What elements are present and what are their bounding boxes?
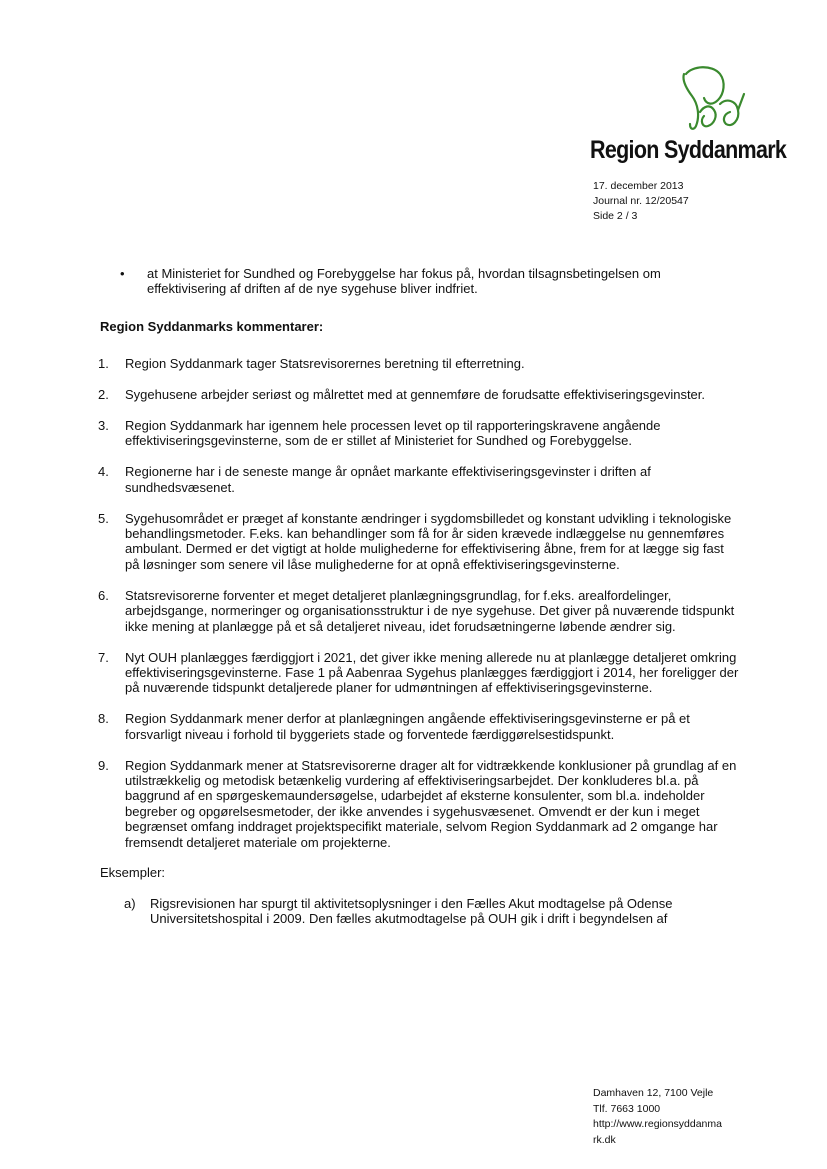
item-text: Statsrevisorerne forventer et meget detaljeret planlægningsgrundlag, for f.eks. arealfordelinger, arbejdsgange, normeringer og organisationsstruktur i de nye sygehuse. Det giver på nuværende tidspunkt ikke mening at planlægge på et så detaljeret niveau, idet forudsætningerne løbende ændrer sig. (125, 587, 735, 634)
item-number: 1. (98, 356, 109, 372)
item-text: Region Syddanmark mener derfor at planlægningen angående effektiviseringsgevinsterne er på et forsvarligt niveau i forhold til byggeriets stade og forventede færdiggørelsestidspunkt. (125, 711, 690, 742)
list-item (100, 511, 740, 573)
page-number: Side 2 / 3 (593, 210, 638, 222)
logo-wordmark: Region Syddanmark (590, 136, 787, 164)
bullet-text: at Ministeriet for Sundhed og Forebyggelse har fokus på, hvordan tilsagnsbetingelsen om effektivisering af driften af de nye sygehuse bliver indfriet. (147, 266, 661, 297)
item-number: 6. (98, 587, 109, 603)
sub-item (100, 896, 740, 927)
item-text: Sygehusene arbejder seriøst og målrettet med at gennemføre de forudsatte effektiviseringsgevinster. (125, 387, 706, 403)
sub-item-letter: a) (124, 895, 136, 911)
list-item (100, 387, 740, 402)
bullet-icon: • (120, 266, 125, 281)
item-number: 9. (98, 757, 109, 773)
item-number: 2. (98, 387, 109, 403)
sub-item-text: Rigsrevisionen har spurgt til aktivitetsoplysninger i den Fælles Akut modtagelse på Odense Universitetshospital i 2009. Den fælles akutmodtagelse på OUH gik i drift i begyndelsen af (150, 895, 673, 927)
item-number: 7. (98, 649, 109, 665)
region-syddanmark-logo (588, 64, 788, 174)
footer-address: Damhaven 12, 7100 Vejle (593, 1087, 714, 1099)
document-meta (593, 179, 689, 224)
bullet-item (100, 266, 740, 297)
item-text: Region Syddanmark mener at Statsrevisorerne drager alt for vidtrækkende konklusioner på grundlag af en utilstrækkelig og metodisk betænkelig vurdering af effektiviseringsarbejdet. Der konkluderes bl.a. på baggrund af en spørgeskemaundersøgelse, udarbejdet af eksterne konsulenter, som bl.a. indeholder begreber og opgørelsesmetoder, der ikke anvendes i sygehusvæsenet. Omvendt er der kun i meget begrænset omfang inddraget projektspecifikt materiale, selvom Region Syddanmark ad 2 omgange har fremsendt detaljeret materiale om projekterne. (125, 757, 737, 850)
list-item (100, 464, 740, 495)
footer-url-line1: http://www.regionsyddanma (593, 1118, 722, 1130)
numbered-list (100, 356, 740, 850)
footer-contact (593, 1086, 743, 1148)
footer-phone: Tlf. 7663 1000 (593, 1102, 661, 1115)
letter-body (100, 266, 740, 927)
item-number: 5. (98, 510, 109, 526)
list-item (100, 418, 740, 449)
item-text: Regionerne har i de seneste mange år opnået markante effektiviseringsgevinster i driften af sundhedsvæsenet. (125, 464, 651, 495)
journal-number: Journal nr. 12/20547 (593, 195, 689, 207)
document-date: 17. december 2013 (593, 180, 684, 192)
examples-label: Eksempler: (100, 865, 166, 881)
footer-url-line2: rk.dk (593, 1133, 616, 1146)
list-item (100, 758, 740, 850)
item-number: 4. (98, 464, 109, 480)
item-text: Sygehusområdet er præget af konstante ændringer i sygdomsbilledet og konstant udvikling i teknologiske behandlingsmetoder. F.eks. kan behandlinger som få for år siden krævede indlæggelse nu gennemføres ambulant. Dermed er det vigtigt at holde mulighederne for effektivisering åbne, frem for at lægge sig fast på løsninger som senere vil låse mulighederne for at opnå effektiviseringsgevinsterne. (125, 510, 732, 572)
list-item (100, 711, 740, 742)
logo-leaf-icon (680, 64, 770, 134)
list-item (100, 650, 740, 696)
item-text: Region Syddanmark tager Statsrevisorernes beretning til efterretning. (125, 356, 525, 372)
item-number: 3. (98, 418, 109, 434)
section-heading: Region Syddanmarks kommentarer: (100, 318, 324, 334)
item-text: Nyt OUH planlægges færdiggjort i 2021, det giver ikke mening allerede nu at planlægge detaljeret omkring effektiviseringsgevinsterne. Fase 1 på Aabenraa Sygehus planlægges færdiggjort i 2014, her foreligger der på nuværende tidspunkt detaljerede planer for udmøntningen af effektiviseringsgevinsterne. (125, 649, 739, 696)
item-number: 8. (98, 711, 109, 727)
item-text: Region Syddanmark har igennem hele processen levet op til rapporteringskravene angående effektiviseringsgevinsterne, som de er stillet af Ministeriet for Sundhed og Forebyggelse. (125, 418, 661, 449)
list-item (100, 588, 740, 634)
list-item (100, 356, 740, 371)
